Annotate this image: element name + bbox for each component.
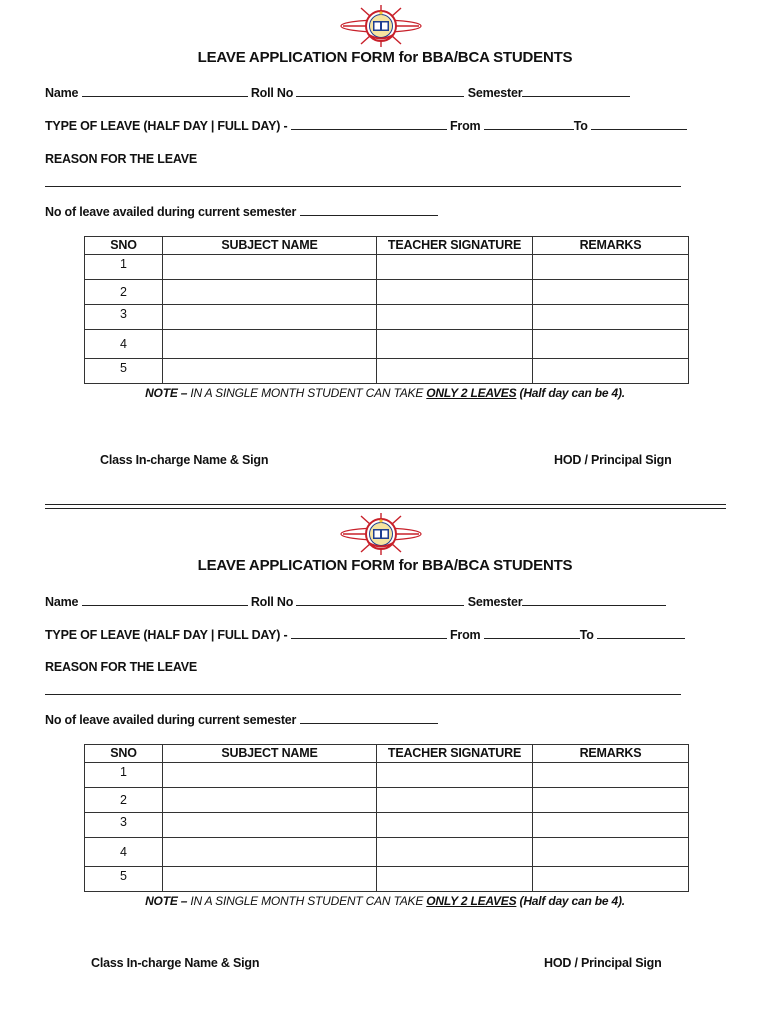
subject-table [84,236,689,384]
table-row [85,305,689,330]
hod-sign: HOD / Principal Sign [554,453,672,467]
remarks-cell[interactable] [533,330,689,359]
sno-cell: 4 [85,330,163,359]
remarks-cell[interactable] [533,867,689,892]
roll-field[interactable] [296,595,464,606]
reason-label: REASON FOR THE LEAVE [45,660,198,674]
name-label: Name [45,595,79,609]
signature-cell[interactable] [377,330,533,359]
reason-field[interactable] [45,694,681,695]
subject-cell[interactable] [163,838,377,867]
table-row [85,838,689,867]
leave-type-label: TYPE OF LEAVE (HALF DAY | FULL DAY) - [45,119,288,133]
sno-cell: 5 [85,359,163,384]
leave-form-2 [0,508,770,1008]
from-label: From [449,628,481,642]
roll-field[interactable] [296,86,464,97]
to-field[interactable] [591,119,687,130]
name-field[interactable] [82,595,248,606]
leave-note [0,386,770,400]
availed-field[interactable] [300,205,438,216]
header-sno: SNO [85,237,163,255]
subject-cell[interactable] [163,813,377,838]
class-incharge-sign: Class In-charge Name & Sign [91,956,260,970]
student-details-row [45,595,666,609]
signature-cell[interactable] [377,280,533,305]
college-logo-icon [339,512,423,556]
table-row [85,813,689,838]
subject-cell[interactable] [163,330,377,359]
signature-cell[interactable] [377,838,533,867]
table-row [85,788,689,813]
class-incharge-sign: Class In-charge Name & Sign [100,453,269,467]
availed-row [45,205,438,219]
note-emphasis: ONLY 2 LEAVES [426,894,517,908]
remarks-cell[interactable] [533,255,689,280]
subject-cell[interactable] [163,255,377,280]
hod-sign: HOD / Principal Sign [544,956,662,970]
remarks-cell[interactable] [533,280,689,305]
note-text: IN A SINGLE MONTH STUDENT CAN TAKE [187,386,427,400]
remarks-cell[interactable] [533,838,689,867]
semester-label: Semester [467,86,523,100]
sno-cell: 4 [85,838,163,867]
sno-cell: 3 [85,305,163,330]
from-label: From [449,119,481,133]
sno-cell: 5 [85,867,163,892]
sno-cell: 1 [85,255,163,280]
header-remarks: REMARKS [533,745,689,763]
table-row [85,255,689,280]
availed-label: No of leave availed during current semester [45,205,297,219]
name-field[interactable] [82,86,248,97]
subject-cell[interactable] [163,280,377,305]
remarks-cell[interactable] [533,813,689,838]
header-teacher-signature: TEACHER SIGNATURE [377,237,533,255]
table-row [85,359,689,384]
remarks-cell[interactable] [533,763,689,788]
roll-label: Roll No [250,595,294,609]
form-title: LEAVE APPLICATION FORM for BBA/BCA STUDENTS [197,49,573,66]
header-teacher-signature: TEACHER SIGNATURE [377,745,533,763]
semester-label: Semester [467,595,523,609]
semester-field[interactable] [522,86,630,97]
availed-label: No of leave availed during current semester [45,713,297,727]
signature-cell[interactable] [377,359,533,384]
sno-cell: 1 [85,763,163,788]
table-row [85,867,689,892]
student-details-row [45,86,630,100]
table-row [85,763,689,788]
sno-cell: 2 [85,280,163,305]
table-row [85,330,689,359]
subject-cell[interactable] [163,788,377,813]
signature-cell[interactable] [377,305,533,330]
availed-field[interactable] [300,713,438,724]
from-field[interactable] [484,628,580,639]
signature-cell[interactable] [377,255,533,280]
sno-cell: 2 [85,788,163,813]
subject-table [84,744,689,892]
college-logo-icon [339,4,423,48]
signature-cell[interactable] [377,813,533,838]
note-emphasis: ONLY 2 LEAVES [426,386,517,400]
header-sno: SNO [85,745,163,763]
remarks-cell[interactable] [533,305,689,330]
reason-field[interactable] [45,186,681,187]
leave-note [0,894,770,908]
subject-cell[interactable] [163,359,377,384]
availed-row [45,713,438,727]
from-field[interactable] [484,119,574,130]
subject-cell[interactable] [163,763,377,788]
leave-type-row [45,119,687,133]
leave-type-field[interactable] [291,628,447,639]
form-title: LEAVE APPLICATION FORM for BBA/BCA STUDENTS [197,557,573,574]
table-header-row [85,237,689,255]
signature-cell[interactable] [377,867,533,892]
leave-type-label: TYPE OF LEAVE (HALF DAY | FULL DAY) - [45,628,288,642]
remarks-cell[interactable] [533,359,689,384]
header-subject-name: SUBJECT NAME [163,745,377,763]
remarks-cell[interactable] [533,788,689,813]
table-header-row [85,745,689,763]
leave-type-row [45,628,685,642]
note-suffix: (Half day can be 4). [516,386,625,400]
subject-cell[interactable] [163,305,377,330]
header-remarks: REMARKS [533,237,689,255]
roll-label: Roll No [250,86,294,100]
reason-label: REASON FOR THE LEAVE [45,152,198,166]
leave-form-1 [0,0,770,500]
table-row [85,280,689,305]
note-text: IN A SINGLE MONTH STUDENT CAN TAKE [187,894,427,908]
sno-cell: 3 [85,813,163,838]
to-label: To [579,628,594,642]
name-label: Name [45,86,79,100]
note-prefix: NOTE – [145,386,188,400]
header-subject-name: SUBJECT NAME [163,237,377,255]
subject-cell[interactable] [163,867,377,892]
semester-field[interactable] [522,595,666,606]
to-label: To [573,119,588,133]
signature-cell[interactable] [377,763,533,788]
leave-type-field[interactable] [291,119,447,130]
note-prefix: NOTE – [145,894,188,908]
signature-cell[interactable] [377,788,533,813]
note-suffix: (Half day can be 4). [516,894,625,908]
to-field[interactable] [597,628,685,639]
